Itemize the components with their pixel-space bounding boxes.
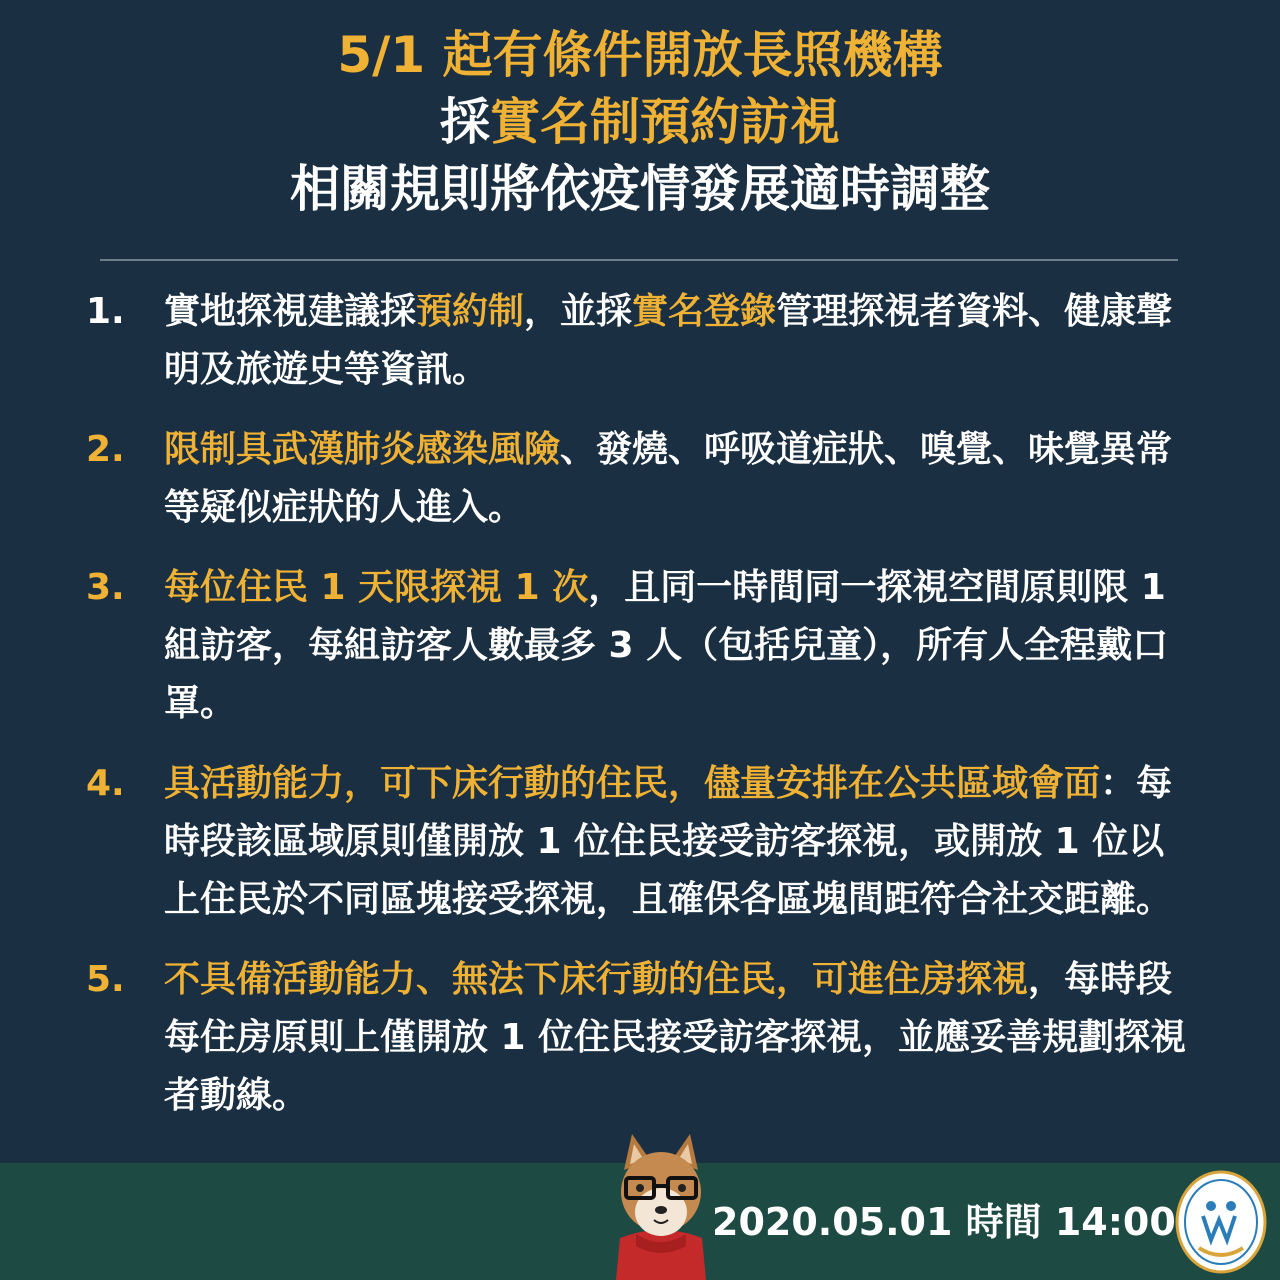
rule-item (0, 951, 1280, 1125)
rule-number: 4. (86, 763, 125, 804)
title-line-1: 5/1 起有條件開放長照機構 (337, 26, 943, 84)
rule-highlight-text: 限制具武漢肺炎感染風險 (164, 429, 561, 470)
rule-text (164, 283, 1194, 399)
title-line-3: 相關規則將依疫情發展適時調整 (290, 160, 990, 218)
rule-item (0, 559, 1280, 733)
title-line-2: 採實名制預約訪視 (440, 93, 840, 151)
rules-list (0, 283, 1280, 1147)
rule-highlight-text: 預約制 (416, 291, 525, 332)
rule-number: 2. (86, 429, 125, 470)
divider (100, 259, 1178, 261)
rule-text (164, 951, 1194, 1125)
rule-highlight-text: 每位住民 1 天限探視 1 次 (164, 567, 589, 608)
rule-plain-text: 管理探視者資料、健康聲明及旅遊史等資訊。 (164, 291, 1173, 390)
rule-number: 3. (86, 567, 125, 608)
rule-plain-text: 實地探視建議採 (164, 291, 417, 332)
rule-text (164, 559, 1194, 733)
rule-item (0, 755, 1280, 929)
rule-text (164, 755, 1194, 929)
rule-highlight-text: 實名登錄 (632, 291, 777, 332)
rule-plain-text: ，且同一時間同一探視空間原則限 1 組訪客，每組訪客人數最多 3 人（包括兒童），所有人全程戴口罩。 (164, 567, 1169, 724)
rule-number: 1. (86, 291, 125, 332)
rule-plain-text: 、發燒、呼吸道症狀、嗅覺、味覺異常等疑似症狀的人進入。 (164, 429, 1173, 528)
rule-item (0, 283, 1280, 399)
page-title (0, 22, 1280, 223)
rule-number: 5. (86, 959, 125, 1000)
shiba-dog-with-glasses-icon (606, 1130, 716, 1280)
rule-plain-text: ，每時段每住房原則上僅開放 1 位住民接受訪客探視，並應妥善規劃探視者動線。 (164, 959, 1187, 1116)
datetime-label: 2020.05.01 時間 14:00 (712, 1200, 1176, 1244)
rule-highlight-text: 不具備活動能力、無法下床行動的住民，可進住房探視 (164, 959, 1029, 1000)
rule-item (0, 421, 1280, 537)
rule-highlight-text: 具活動能力，可下床行動的住民，儘量安排在公共區域會面 (164, 763, 1101, 804)
rule-plain-text: ：每時段該區域原則僅開放 1 位住民接受訪客探視，或開放 1 位以上住民於不同區塊接受探視，且確保各區塊間距符合社交距離。 (164, 763, 1173, 920)
rule-text (164, 421, 1194, 537)
rule-plain-text: ，並採 (524, 291, 633, 332)
ministry-of-health-and-welfare-seal-icon (1175, 1170, 1267, 1274)
